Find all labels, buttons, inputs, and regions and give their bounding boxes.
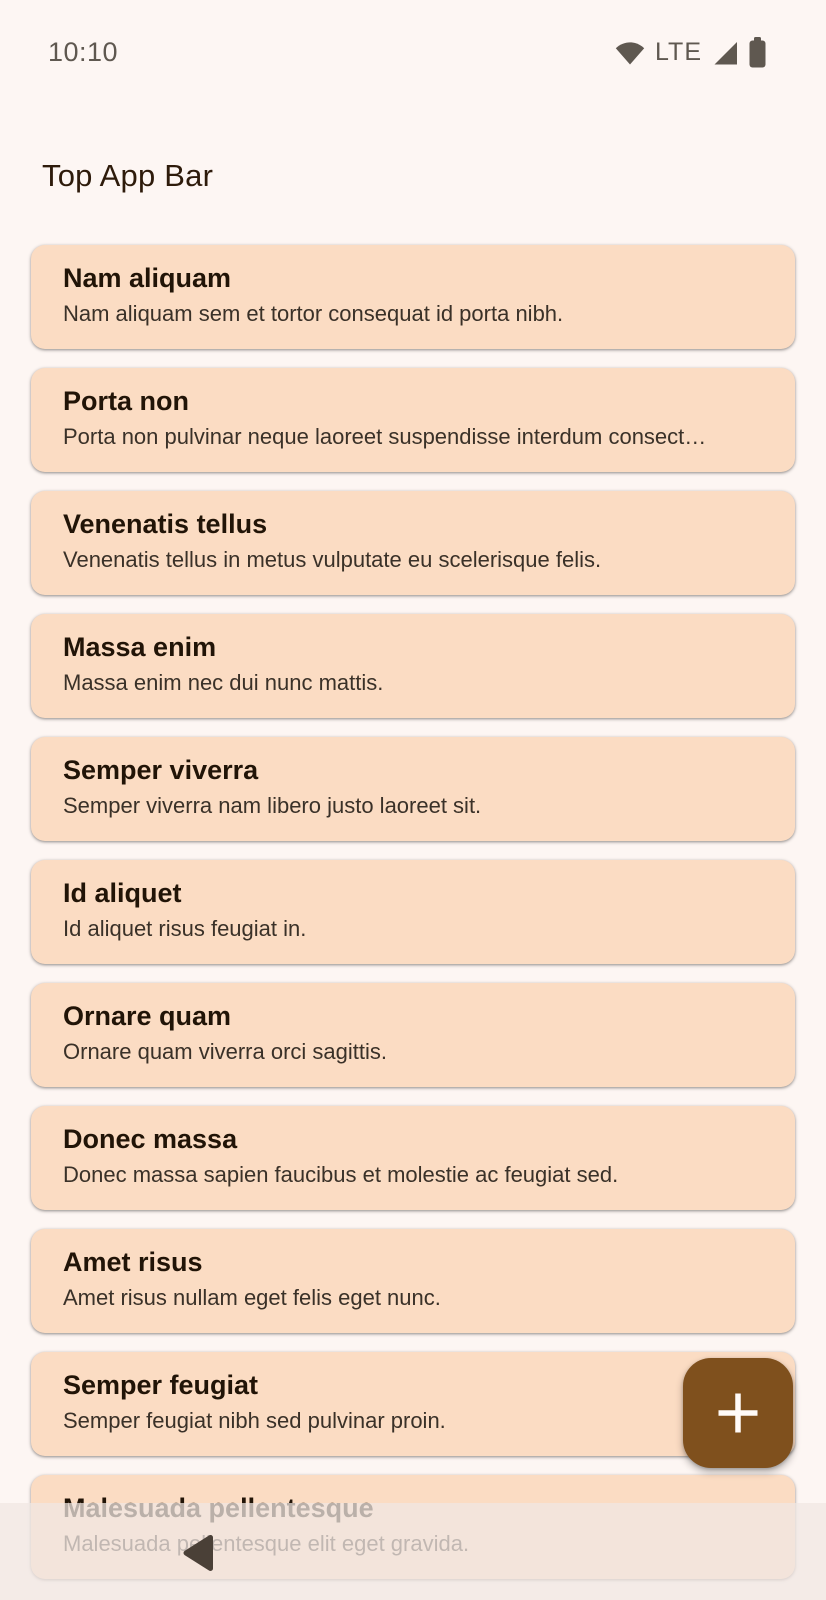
recents-button[interactable] [606, 1538, 636, 1568]
card-title: Donec massa [63, 1124, 238, 1154]
card-title: Porta non [63, 386, 189, 416]
status-icons [615, 37, 766, 68]
status-bar [0, 0, 826, 90]
navigation-bar [0, 1503, 826, 1600]
card-title: Venenatis tellus [63, 509, 268, 539]
card-list [31, 245, 795, 1579]
card-body: Id aliquet risus feugiat in. [63, 916, 307, 941]
list-card[interactable] [31, 368, 795, 472]
card-title: Id aliquet [63, 878, 182, 908]
card-title: Amet risus [63, 1247, 203, 1277]
card-body: Porta non pulvinar neque laoreet suspendisse interdum consect… [63, 424, 707, 449]
card-body: Nam aliquam sem et tortor consequat id porta nibh. [63, 301, 564, 326]
card-title: Nam aliquam [63, 263, 232, 293]
card-body: Ornare quam viverra orci sagittis. [63, 1039, 387, 1064]
card-body: Massa enim nec dui nunc mattis. [63, 670, 384, 695]
page-title: Top App Bar [42, 158, 214, 193]
list-card[interactable] [31, 983, 795, 1087]
back-triangle-icon [181, 1561, 215, 1576]
list-card[interactable] [31, 1106, 795, 1210]
back-button[interactable] [181, 1533, 215, 1573]
wifi-icon [615, 39, 645, 66]
card-title: Semper feugiat [63, 1370, 259, 1400]
card-title: Semper viverra [63, 755, 259, 785]
list-card[interactable] [31, 860, 795, 964]
card-title: Ornare quam [63, 1001, 232, 1031]
battery-icon [749, 37, 766, 68]
list-card[interactable] [31, 1229, 795, 1333]
list-card[interactable] [31, 737, 795, 841]
list-card[interactable] [31, 614, 795, 718]
plus-icon [715, 1390, 761, 1436]
card-body: Amet risus nullam eget felis eget nunc. [63, 1285, 441, 1310]
card-body: Semper feugiat nibh sed pulvinar proin. [63, 1408, 446, 1433]
card-body: Semper viverra nam libero justo laoreet sit. [63, 793, 482, 818]
status-time: 10:10 [48, 36, 119, 67]
network-type-label: LTE [655, 37, 702, 66]
list-card[interactable] [31, 245, 795, 349]
list-card[interactable] [31, 1352, 795, 1456]
list-card[interactable] [31, 491, 795, 595]
add-fab-button[interactable] [683, 1358, 793, 1468]
card-body: Venenatis tellus in metus vulputate eu scelerisque felis. [63, 547, 602, 572]
cellular-signal-icon [712, 39, 739, 66]
card-title: Massa enim [63, 632, 217, 662]
card-body: Donec massa sapien faucibus et molestie ac feugiat sed. [63, 1162, 619, 1187]
home-button[interactable] [393, 1536, 427, 1570]
